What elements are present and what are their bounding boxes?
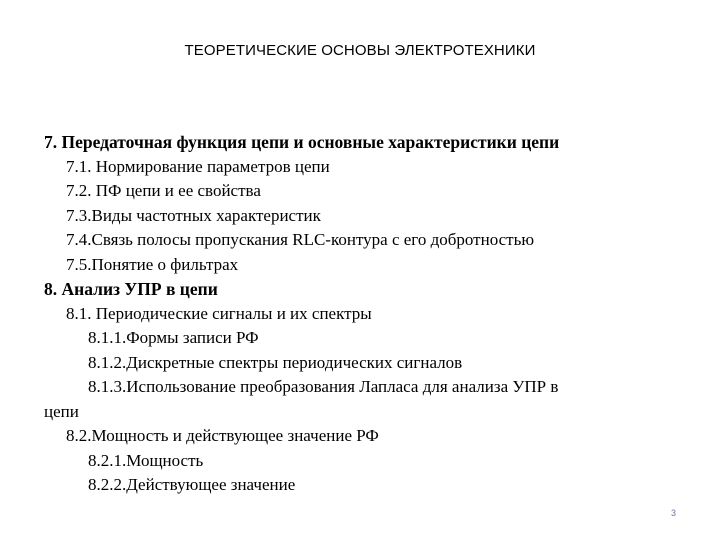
item-8-2-1: 8.2.1.Мощность	[88, 450, 204, 470]
item-8-1-3-continuation: цепи	[44, 401, 79, 421]
item-7-4: 7.4.Связь полосы пропускания RLC-контура с его добротностью	[66, 230, 535, 249]
item-7-5: 7.5.Понятие о фильтрах	[66, 254, 239, 274]
item-7-2: 7.2. ПФ цепи и ее свойства	[66, 181, 261, 200]
item-7-1: 7.1. Нормирование параметров цепи	[66, 156, 330, 176]
item-8-1-3: 8.1.3.Использование преобразования Лапласа для анализа УПР в	[88, 377, 559, 396]
item-8-1-2: 8.1.2.Дискретные спектры периодических сигналов	[88, 352, 463, 372]
section-8-heading: 8. Анализ УПР в цепи	[44, 279, 218, 299]
item-8-2-2: 8.2.2.Действующее значение	[88, 475, 296, 494]
item-8-1: 8.1. Периодические сигналы и их спектры	[66, 303, 372, 323]
section-7-heading: 7. Передаточная функция цепи и основные характеристики цепи	[44, 132, 560, 152]
item-7-3: 7.3.Виды частотных характеристик	[66, 205, 321, 225]
item-8-1-1: 8.1.1.Формы записи РФ	[88, 328, 259, 347]
page-number: 3	[670, 508, 676, 518]
item-8-2: 8.2.Мощность и действующее значение РФ	[66, 426, 379, 445]
slide-title: ТЕОРЕТИЧЕСКИЕ ОСНОВЫ ЭЛЕКТРОТЕХНИКИ	[184, 42, 536, 59]
contents-list	[44, 130, 684, 498]
